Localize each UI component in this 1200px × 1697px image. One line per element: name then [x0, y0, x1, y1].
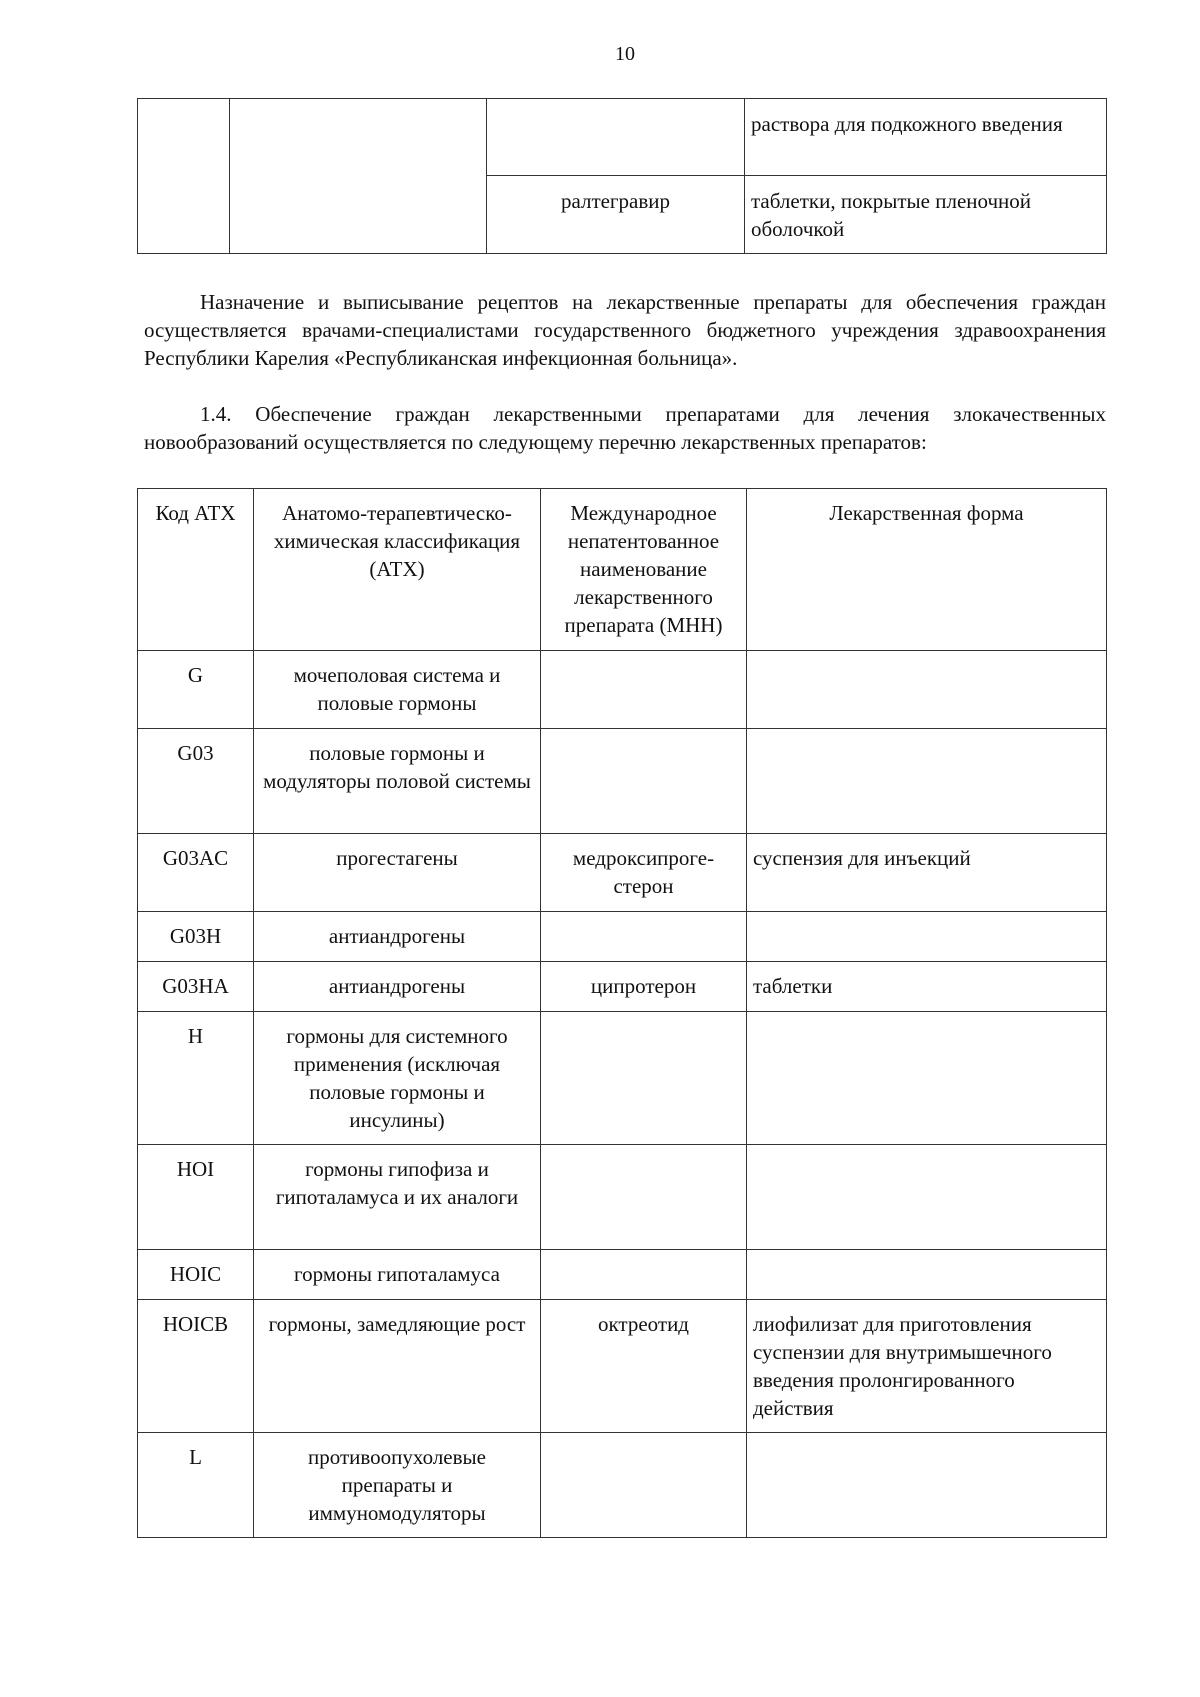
table-cell [230, 99, 487, 254]
continuation-table [137, 98, 1107, 254]
dosage-form-cell [747, 1433, 1107, 1538]
atc-code-cell: G03HA [138, 962, 254, 1012]
table-cell: таблетки, покрытые пленочной оболочкой [745, 176, 1107, 254]
table-row [138, 1012, 1107, 1145]
dosage-form-cell [747, 1145, 1107, 1250]
table-cell: ралтегравир [487, 176, 745, 254]
table-row [138, 99, 1107, 176]
inn-cell: октреотид [541, 1300, 747, 1433]
paragraph-prescription: Назначение и выписывание рецептов на лекарственные препараты для обеспечения граждан осуществляется врачами-специалистами государственного бюджетного учреждения здравоохранения Республики Карелия «Республиканская инфекционная больница». [144, 290, 1106, 370]
inn-cell [541, 1433, 747, 1538]
inn-cell [541, 651, 747, 729]
table-row [138, 1433, 1107, 1538]
inn-cell [541, 729, 747, 834]
atc-class-cell: половые гормоны и модуляторы половой системы [254, 729, 541, 834]
table-row [138, 1145, 1107, 1250]
dosage-form-cell [747, 651, 1107, 729]
atc-class-cell: антиандрогены [254, 912, 541, 962]
atc-class-cell: антиандрогены [254, 962, 541, 1012]
paragraph-section-1-4: 1.4. Обеспечение граждан лекарственными препаратами для лечения злокачественных новообразований осуществляется по следующему перечню лекарственных препаратов: [144, 402, 1106, 454]
dosage-form-cell [747, 1012, 1107, 1145]
atc-class-cell: гормоны гипофиза и гипоталамуса и их аналоги [254, 1145, 541, 1250]
table-row [138, 1250, 1107, 1300]
atc-class-cell: мочеполовая система и половые гормоны [254, 651, 541, 729]
dosage-form-cell [747, 729, 1107, 834]
dosage-form-cell: суспензия для инъекций [747, 834, 1107, 912]
atc-code-cell: HOI [138, 1145, 254, 1250]
table-row [138, 912, 1107, 962]
atc-class-cell: прогестагены [254, 834, 541, 912]
atc-class-cell: противоопухолевые препараты и иммуномодуляторы [254, 1433, 541, 1538]
dosage-form-cell [747, 1250, 1107, 1300]
table-row [138, 962, 1107, 1012]
inn-cell [541, 1145, 747, 1250]
inn-cell: медроксипроге-стерон [541, 834, 747, 912]
dosage-form-cell: лиофилизат для приготовления суспензии для внутримышечного введения пролонгированного действия [747, 1300, 1107, 1433]
atc-class-cell: гормоны для системного применения (исключая половые гормоны и инсулины) [254, 1012, 541, 1145]
table-row [138, 651, 1107, 729]
page-number: 10 [615, 43, 635, 65]
table-cell [487, 99, 745, 176]
atc-code-cell: H [138, 1012, 254, 1145]
table-cell [138, 99, 230, 254]
drug-list-table [137, 488, 1107, 1538]
atc-code-cell: L [138, 1433, 254, 1538]
header-inn: Международное непатентованное наименование лекарственного препарата (МНН) [541, 489, 747, 651]
atc-code-cell: G03 [138, 729, 254, 834]
atc-code-cell: G [138, 651, 254, 729]
table-header-row [138, 489, 1107, 651]
inn-cell [541, 1250, 747, 1300]
inn-cell: ципротерон [541, 962, 747, 1012]
atc-class-cell: гормоны гипоталамуса [254, 1250, 541, 1300]
dosage-form-cell [747, 912, 1107, 962]
dosage-form-cell: таблетки [747, 962, 1107, 1012]
atc-code-cell: G03H [138, 912, 254, 962]
inn-cell [541, 1012, 747, 1145]
table-cell: раствора для подкожного введения [745, 99, 1107, 176]
table-row [138, 729, 1107, 834]
atc-code-cell: HOICB [138, 1300, 254, 1433]
atc-class-cell: гормоны, замедляющие рост [254, 1300, 541, 1433]
table-row [138, 1300, 1107, 1433]
inn-cell [541, 912, 747, 962]
header-atc-classification: Анатомо-терапевтическо-химическая классификация (АТХ) [254, 489, 541, 651]
header-atc-code: Код АТХ [138, 489, 254, 651]
atc-code-cell: HOIC [138, 1250, 254, 1300]
atc-code-cell: G03AC [138, 834, 254, 912]
table-row [138, 834, 1107, 912]
header-dosage-form: Лекарственная форма [747, 489, 1107, 651]
